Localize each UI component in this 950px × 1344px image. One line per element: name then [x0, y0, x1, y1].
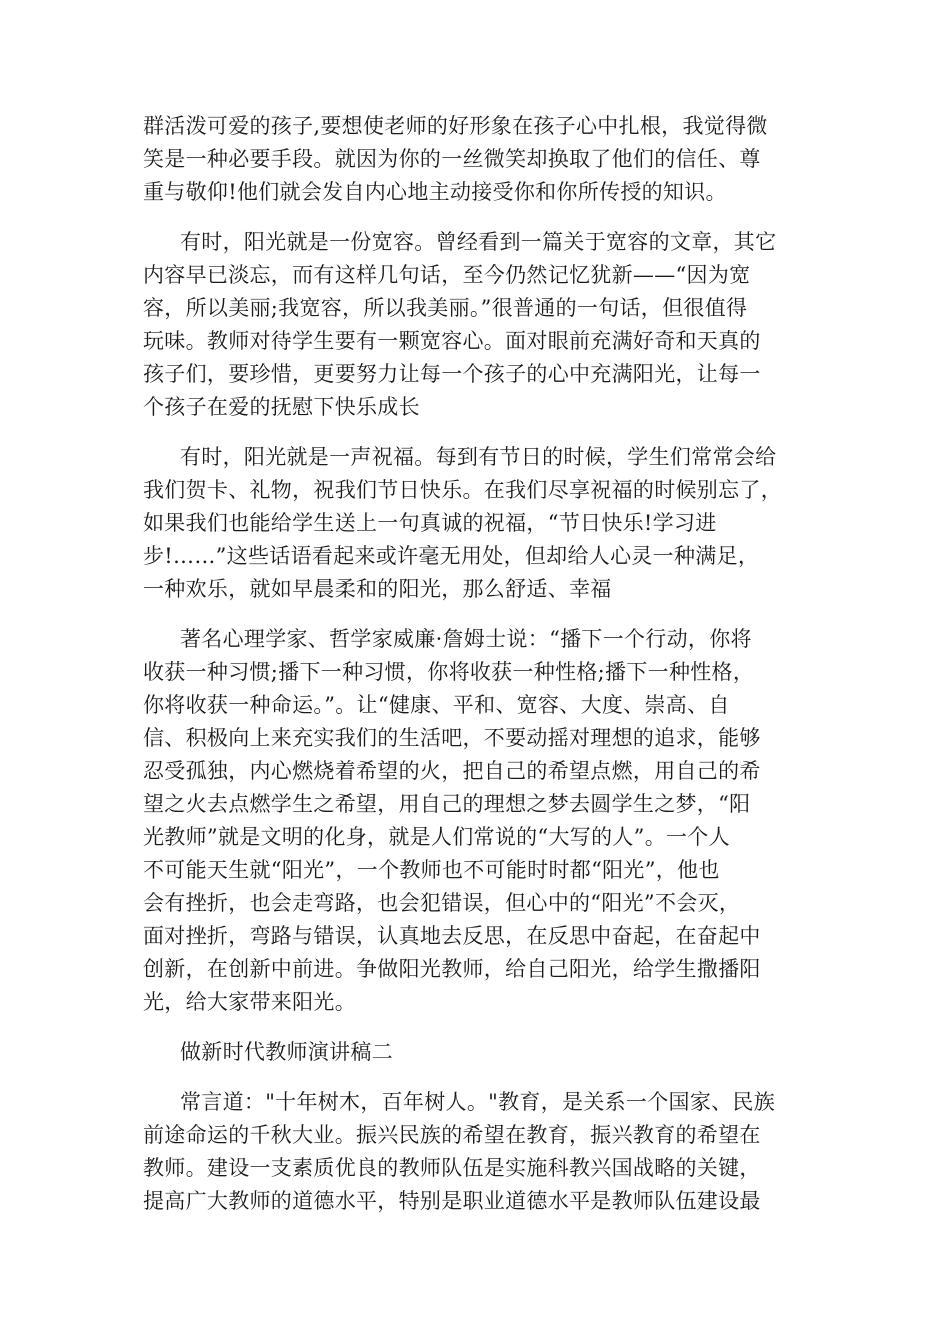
text-line: 教师。建设一支素质优良的教师队伍是实施科教兴国战略的关键， [143, 1156, 761, 1180]
text-line: 孩子们，要珍惜，更要努力让每一个孩子的心中充满阳光，让每一 [143, 362, 761, 386]
text-line: 不可能天生就“阳光”，一个教师也不可能时时都“阳光”，他也 [143, 858, 720, 882]
text-line: 我们贺卡、礼物，祝我们节日快乐。在我们尽享祝福的时候别忘了， [143, 478, 782, 502]
text-line: 重与敬仰!他们就会发自内心地主动接受你和你所传授的知识。 [143, 180, 727, 204]
text-line: 信、积极向上来充实我们的生活吧，不要动摇对理想的追求，能够 [143, 726, 761, 750]
text-line: 笑是一种必要手段。就因为你的一丝微笑却换取了他们的信任、尊 [143, 147, 761, 171]
text-line: 会有挫折，也会走弯路，也会犯错误，但心中的“阳光”不会灭， [143, 891, 741, 915]
text-line: 玩味。教师对待学生要有一颗宽容心。面对眼前充满好奇和天真的 [143, 329, 761, 353]
text-line: 提高广大教师的道德水平，特别是职业道德水平是教师队伍建设最 [143, 1189, 761, 1213]
text-line: 内容早已淡忘，而有这样几句话，至今仍然记忆犹新——“因为宽 [143, 263, 751, 287]
text-line: 一种欢乐，就如早晨柔和的阳光，那么舒适、幸福 [143, 577, 612, 601]
text-line: 忍受孤独，内心燃烧着希望的火，把自己的希望点燃，用自己的希 [143, 759, 761, 783]
text-line: 光，给大家带来阳光。 [143, 990, 356, 1014]
text-line: 有时，阳光就是一声祝福。每到有节日的时候，学生们常常会给 [180, 445, 777, 469]
text-line: 收获一种习惯;播下一种习惯，你将收获一种性格;播下一种性格， [143, 660, 755, 684]
text-line: 前途命运的千秋大业。振兴民族的希望在教育，振兴教育的希望在 [143, 1123, 761, 1147]
text-line: 著名心理学家、哲学家威廉·詹姆士说：“播下一个行动，你将 [180, 627, 752, 651]
text-line: 步!……”这些话语看起来或许毫无用处，但却给人心灵一种满足， [143, 544, 760, 568]
text-line: 群活泼可爱的孩子,要想使老师的好形象在孩子心中扎根，我觉得微 [143, 114, 768, 138]
text-line: 有时，阳光就是一份宽容。曾经看到一篇关于宽容的文章，其它 [180, 230, 777, 254]
text-line: 个孩子在爱的抚慰下快乐成长 [143, 395, 420, 419]
text-line: 容，所以美丽;我宽容，所以我美丽。”很普通的一句话，但很值得 [143, 296, 748, 320]
text-line: 创新，在创新中前进。争做阳光教师，给自己阳光，给学生撒播阳 [143, 957, 761, 981]
text-line: 面对挫折，弯路与错误，认真地去反思，在反思中奋起，在奋起中 [143, 924, 761, 948]
text-line: 你将收获一种命运。”。让“健康、平和、宽容、大度、崇高、自 [143, 693, 730, 717]
text-line: 光教师”就是文明的化身，就是人们常说的“大写的人”。一个人 [143, 825, 730, 849]
section-heading: 做新时代教师演讲稿二 [180, 1040, 393, 1064]
text-line: 如果我们也能给学生送上一句真诚的祝福，“节日快乐!学习进 [143, 511, 717, 535]
text-line: 常言道："十年树木，百年树人。"教育，是关系一个国家、民族 [180, 1090, 776, 1114]
text-line: 望之火去点燃学生之希望，用自己的理想之梦去圆学生之梦，“阳 [143, 792, 751, 816]
